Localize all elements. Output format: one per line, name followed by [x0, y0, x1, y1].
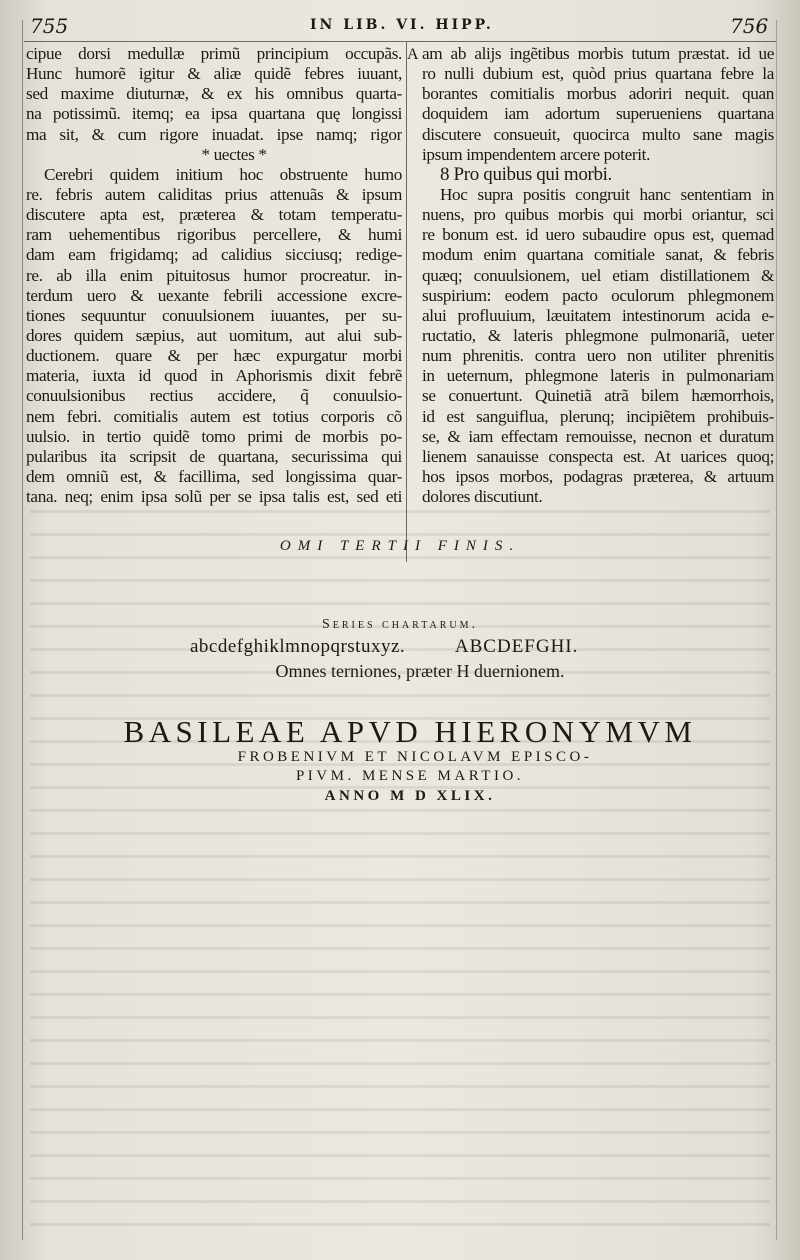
text-line: tiones sequuntur conuulsionem iuuantes, per su- — [26, 305, 402, 325]
text-line: am ab alijs ingẽtibus morbis tutum præstat. id ue — [422, 44, 774, 63]
text-line: hos ipsos morbos, podagras præterea, & artuum — [422, 466, 774, 486]
text-line: suspirium: eodem pacto oculorum phlegmonem — [422, 285, 774, 305]
text-line: re. ab illa enim pituitosus humor procreatur. in- — [26, 265, 402, 285]
asterisk-note: * uectes * — [201, 144, 267, 164]
text-line: ro nulli dubium est, quòd prius quartana febre la — [422, 64, 774, 84]
text-line: id est sanguiflua, plerunq; incipiẽtem prohibuis- — [422, 406, 774, 426]
text-line: ipsum impendentem arcere poterit. — [422, 144, 651, 164]
alphabet-upper: ABCDEFGHI. — [454, 636, 579, 657]
text-line: sed maxime diuturnæ, & ex his omnibus quarta- — [26, 84, 402, 104]
text-line: in ueternum, phlegmone lateris in pulmonariam — [422, 366, 774, 386]
text-line: nuens, pro quibus morbis qui morbi oriantur, sci — [422, 205, 774, 225]
text-line: nem febri. comitialis autem est totius corporis cõ — [26, 406, 402, 426]
text-line: materia, iuxta id quod in Aphorismis dixit febrẽ — [26, 366, 402, 386]
text-line: alui profluuium, læuitatem intestinorum acida e- — [422, 305, 774, 325]
series-title: Series chartarum. — [321, 617, 479, 632]
column-divider — [406, 42, 407, 562]
margin-letter: A — [407, 46, 419, 63]
imprint-line-2: FROBENIVM ET NICOLAVM EPISCO- — [237, 749, 593, 765]
series-note: Omnes terniones, præter H duernionem. — [275, 661, 565, 681]
text-line: se conuertunt. Quinetiã atrã bilem hæmorrhois, — [422, 386, 774, 406]
text-line: lienem sanauisse conspecta est. At uarices quoq; — [422, 446, 774, 466]
series-alphabet — [190, 636, 690, 658]
text-line: re. febris autem caliditas prius attenuãs & ipsum — [26, 184, 402, 204]
text-line: ma sit, & cum rigore inuadat. ipse namq; rigor — [26, 124, 402, 144]
text-line: terdum uero & uexante febrili accessione excre- — [26, 285, 402, 305]
alphabet-lower: abcdefghiklmnopqrstuxyz. — [190, 636, 406, 657]
text-line: ductionem. quare & per hæc expurgatur morbi — [26, 346, 402, 366]
imprint-line-1: BASILEAE APVD HIERONYMVM — [123, 714, 697, 749]
page-number-left: 755 — [30, 14, 69, 38]
text-line: dores quidem sæpius, aut uomitum, aut alui sub- — [26, 325, 402, 345]
text-line: Hoc supra positis congruit hanc sententiam in — [440, 184, 774, 204]
text-line: pularibus ita scripsit de quartana, securissima qui — [26, 446, 402, 466]
text-line: dem omniũ est, & facillima, sed longissima quar- — [26, 466, 402, 486]
header-rule — [24, 41, 776, 42]
text-line: Hunc humorẽ igitur & aliæ quidẽ febres iuuant, — [26, 64, 402, 84]
text-line: Cerebri quidem initium hoc obstruente humo — [44, 164, 402, 184]
text-line: re bonum est. id uero subaudire opus est, quemad — [422, 225, 774, 245]
text-line: dam eam frigidamq; ad calidius sicciusq; redige- — [26, 245, 402, 265]
text-line: num phrenitis. contra uero non utiliter phrenitis — [422, 346, 774, 366]
page-number-right: 756 — [730, 14, 769, 38]
text-line: dolores discutiunt. — [422, 487, 543, 507]
finis-line: OMI TERTII FINIS. — [279, 538, 521, 554]
text-line: ructatio, & lateris phlegmone pulmonariã, ueter — [422, 325, 774, 345]
running-title: IN LIB. VI. HIPP. — [310, 17, 494, 33]
text-line: discutere consueuit, quocirca multo sane magis — [422, 124, 774, 144]
text-line: ram uehementibus rigoribus percellere, & humi — [26, 225, 402, 245]
text-line: doquidem iam adortum superueniens quartana — [422, 104, 774, 124]
text-line: modum enim quartana comitiale sanat, & febris — [422, 245, 774, 265]
text-line: uulsio. in tertio quidẽ tomo primi de morbis po- — [26, 426, 402, 446]
left-column — [26, 44, 402, 507]
text-line: cipue dorsi medullæ primũ principium occupãs. — [26, 44, 402, 63]
text-line: discutere apta est, præterea & totam temperatu- — [26, 205, 402, 225]
text-line: quæq; conuulsionem, uel etiam distillationem & — [422, 265, 774, 285]
text-line: tana. neq; enim ipsa solũ per se ipsa talis est, sed eti — [26, 487, 402, 507]
right-column — [422, 44, 774, 507]
imprint-line-3: PIVM. MENSE MARTIO. — [295, 768, 525, 784]
text-line: na potissimũ. itemq; ea ipsa quartana quę longissi — [26, 104, 402, 124]
text-line: conuulsionibus rectius accidere, q̃ conuulsio- — [26, 386, 402, 406]
text-line: se, & iam effectam remouisse, necnon et duratum — [422, 426, 774, 446]
imprint-line-4: ANNO M D XLIX. — [324, 788, 496, 804]
text-line: borantes comitialis morbus adoriri nequit. quan — [422, 84, 774, 104]
section-heading: 8 Pro quibus qui morbi. — [440, 164, 612, 185]
